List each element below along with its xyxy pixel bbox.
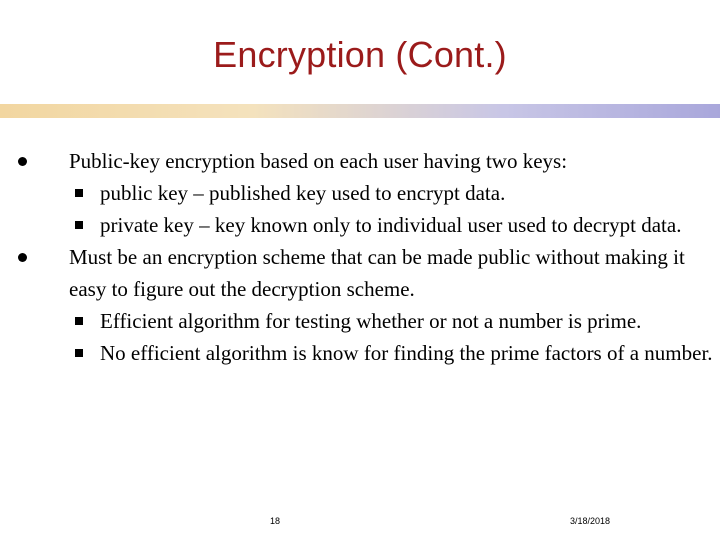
sub-bullet-text: Efficient algorithm for testing whether or not a number is prime. — [100, 309, 642, 333]
bullet-item — [0, 241, 720, 305]
sub-bullet-text: private key – key known only to individual user used to decrypt data. — [100, 213, 682, 237]
square-bullet-icon — [75, 349, 83, 357]
sub-bullet-text: No efficient algorithm is know for finding the prime factors of a number. — [100, 341, 713, 365]
square-bullet-icon — [75, 189, 83, 197]
round-bullet-icon — [18, 157, 27, 166]
footer-date: 3/18/2018 — [570, 516, 611, 526]
slide-content — [0, 145, 720, 369]
bullet-item — [0, 145, 720, 177]
round-bullet-icon — [18, 253, 27, 262]
bullet-text: Must be an encryption scheme that can be made public without making it easy to figure out the decryption scheme. — [69, 245, 685, 301]
square-bullet-icon — [75, 221, 83, 229]
bullet-text: Public-key encryption based on each user having two keys: — [69, 149, 568, 173]
sub-bullet-item — [0, 209, 720, 241]
sub-bullet-item — [0, 305, 720, 337]
title-divider — [0, 104, 720, 118]
page-number: 18 — [270, 516, 281, 526]
slide-title: Encryption (Cont.) — [213, 34, 507, 75]
sub-bullet-text: public key – published key used to encrypt data. — [100, 181, 506, 205]
sub-bullet-item — [0, 337, 720, 369]
sub-bullet-item — [0, 177, 720, 209]
square-bullet-icon — [75, 317, 83, 325]
